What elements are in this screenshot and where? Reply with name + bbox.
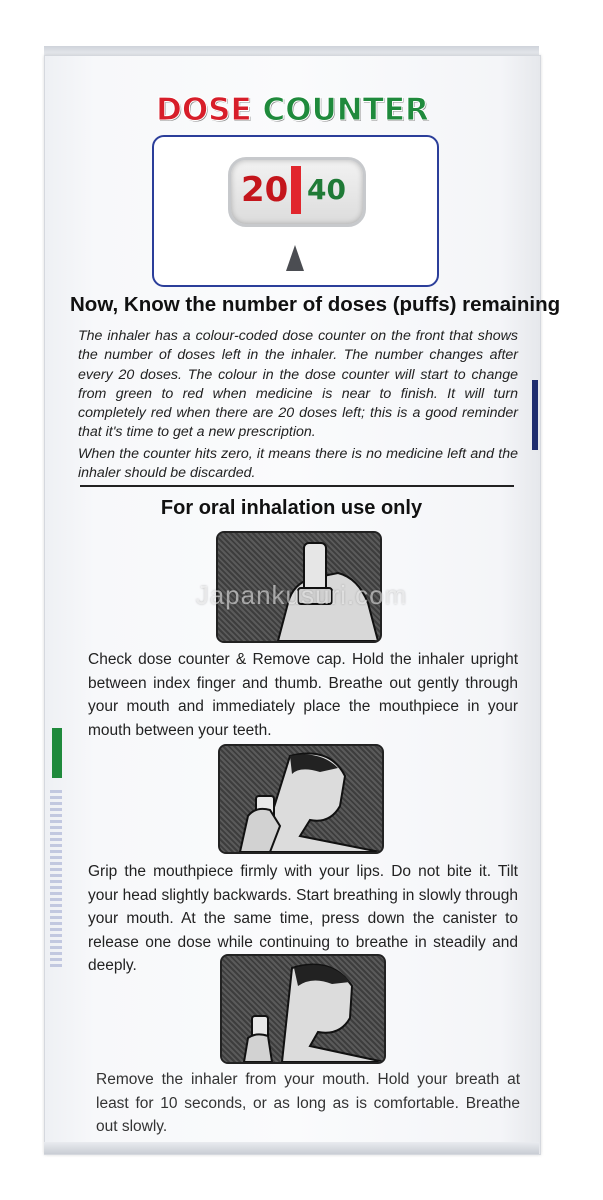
watermark: Japankusuri.com	[195, 580, 408, 610]
step3-illustration	[220, 954, 386, 1064]
box-bottom-edge	[44, 1142, 539, 1154]
section-divider	[80, 485, 514, 487]
counter-dial	[228, 157, 366, 227]
dial-red-marker	[291, 166, 301, 214]
title-word-dose: DOSE	[156, 92, 252, 128]
doses-remaining-heading: Now, Know the number of doses (puffs) remaining	[70, 293, 561, 316]
dial-number-left: 20	[241, 170, 289, 210]
dose-counter-info	[78, 327, 518, 485]
side-fine-print	[50, 790, 62, 970]
side-color-strip-blue	[532, 380, 538, 450]
step-2-text: Grip the mouthpiece firmly with your lips. Do not bite it. Tilt your head slightly backwards. Start breathing in slowly through your mouth. At the same time, press down the canister to release one dose while continuing to breathe in steadily and deeply.	[88, 863, 518, 974]
info-paragraph: The inhaler has a colour-coded dose counter on the front that shows the number of doses left in the inhaler. The number changes after every 20 doses. The colour in the dose counter will start to change from green to red when medicine is near to finish. It will turn completely red when there are 20 doses left; this is a good reminder that it's time to get a new prescription.	[78, 328, 518, 441]
oral-inhalation-heading: For oral inhalation use only	[160, 497, 423, 519]
title-word-counter: COUNTER	[262, 92, 429, 128]
info-paragraph: When the counter hits zero, it means there is no medicine left and the inhaler should be discarded.	[78, 445, 518, 482]
dose-counter-title	[150, 90, 435, 130]
step-3-text: Remove the inhaler from your mouth. Hold your breath at least for 10 seconds, or as long as is comfortable. Breathe out slowly.	[96, 1071, 520, 1135]
pointer-arrow-icon	[286, 245, 304, 271]
step2-illustration	[218, 744, 384, 854]
dial-number-right: 40	[307, 173, 346, 206]
dose-counter-illustration	[152, 135, 439, 287]
side-color-strip	[52, 728, 62, 778]
step-1-text: Check dose counter & Remove cap. Hold the inhaler upright between index finger and thumb. Breathe out gently through your mouth and immediately place the mouthpiece in your mouth between your teeth.	[88, 651, 518, 739]
